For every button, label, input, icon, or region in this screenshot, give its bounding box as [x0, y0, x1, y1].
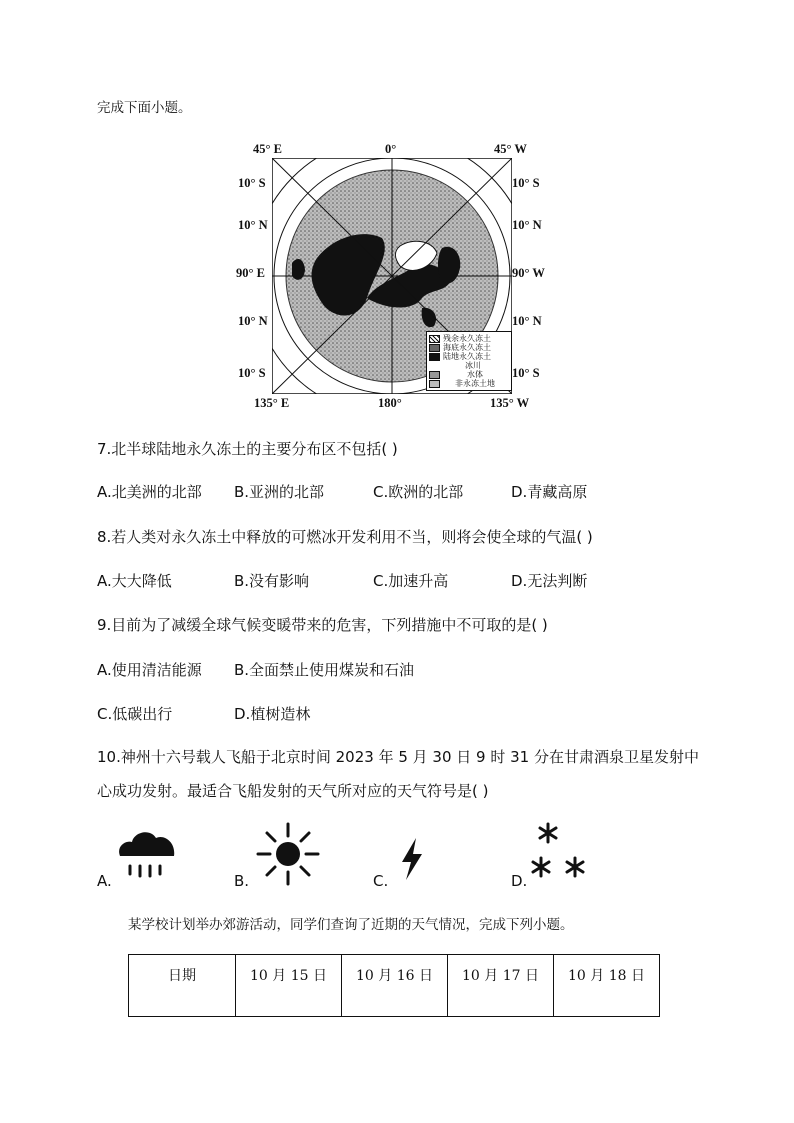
question-10-option-b[interactable]: B. — [234, 872, 250, 890]
snow-icon — [528, 820, 590, 882]
question-9-stem: 9.目前为了减缓全球气候变暖带来的危害，下列措施中不可取的是( ) — [97, 616, 548, 634]
table-header-cell: 10 月 15 日 — [236, 955, 342, 1017]
map-label-left-2: 10° N — [238, 218, 268, 232]
legend-label: 非永冻土地 — [455, 379, 495, 388]
legend-label: 陆地永久冻土 — [443, 352, 491, 361]
legend-item — [429, 379, 495, 388]
question-10-option-c[interactable]: C. — [373, 872, 389, 890]
legend-label: 冰川 — [465, 361, 481, 370]
legend-swatch — [429, 344, 440, 352]
table-header-cell: 10 月 18 日 — [554, 955, 660, 1017]
question-10-stem-line-1: 10.神州十六号载人飞船于北京时间 2023 年 5 月 30 日 9 时 31 分在甘肃酒泉卫星发射中 — [97, 748, 699, 766]
question-7-option-d[interactable]: D.青藏高原 — [511, 483, 588, 501]
map-label-right-1: 10° S — [512, 176, 540, 190]
intro-text: 完成下面小题。 — [97, 100, 192, 116]
question-9-option-b[interactable]: B.全面禁止使用煤炭和石油 — [234, 661, 415, 679]
question-7-option-c[interactable]: C.欧洲的北部 — [373, 483, 464, 501]
sun-icon — [256, 822, 320, 886]
question-9-option-d[interactable]: D.植树造林 — [234, 705, 311, 723]
legend-label: 水体 — [467, 370, 483, 379]
map-label-bottom-left: 135° E — [254, 396, 290, 410]
question-10-option-d[interactable]: D. — [511, 872, 528, 890]
map-label-left-1: 10° S — [238, 176, 266, 190]
question-10-option-a[interactable]: A. — [97, 872, 112, 890]
map-label-top-right: 45° W — [494, 142, 527, 156]
question-8-stem: 8.若人类对永久冻土中释放的可燃冰开发利用不当，则将会使全球的气温( ) — [97, 528, 593, 546]
legend-label: 海底永久冻土 — [443, 343, 491, 352]
legend-label: 残余永久冻土 — [443, 334, 491, 343]
map-label-right-4: 10° N — [512, 314, 542, 328]
question-9-option-a[interactable]: A.使用清洁能源 — [97, 661, 202, 679]
map-label-top-center: 0° — [385, 142, 397, 156]
question-7-option-b[interactable]: B.亚洲的北部 — [234, 483, 325, 501]
rain-cloud-icon — [116, 826, 178, 882]
question-7-option-a[interactable]: A.北美洲的北部 — [97, 483, 202, 501]
lightning-icon — [398, 836, 426, 882]
weather-table — [128, 954, 660, 1017]
map-label-left-5: 10° S — [238, 366, 266, 380]
map-label-bottom-center: 180° — [378, 396, 402, 410]
legend-swatch — [429, 335, 440, 343]
legend-item — [429, 343, 491, 352]
map-label-right-5: 10° S — [512, 366, 540, 380]
map-label-bottom-right: 135° W — [490, 396, 530, 410]
map-label-left-4: 10° N — [238, 314, 268, 328]
table-header-cell: 10 月 17 日 — [448, 955, 554, 1017]
legend-swatch — [429, 353, 440, 361]
table-header-cell: 日期 — [129, 955, 236, 1017]
question-7-stem: 7.北半球陆地永久冻土的主要分布区不包括( ) — [97, 440, 398, 458]
passage-text: 某学校计划举办郊游活动，同学们查询了近期的天气情况，完成下列小题。 — [128, 917, 574, 933]
table-header-cell: 10 月 16 日 — [342, 955, 448, 1017]
question-8-option-c[interactable]: C.加速升高 — [373, 572, 449, 590]
legend-swatch — [429, 380, 440, 388]
map-legend — [426, 331, 512, 391]
map-label-top-left: 45° E — [253, 142, 282, 156]
legend-item — [465, 361, 481, 370]
question-9-option-c[interactable]: C.低碳出行 — [97, 705, 173, 723]
question-10-stem-line-2: 心成功发射。最适合飞船发射的天气所对应的天气符号是( ) — [97, 782, 489, 800]
legend-item — [429, 334, 491, 343]
table-row — [129, 955, 660, 1017]
question-8-option-b[interactable]: B.没有影响 — [234, 572, 310, 590]
map-label-left-3: 90° E — [236, 266, 265, 280]
question-8-option-d[interactable]: D.无法判断 — [511, 572, 588, 590]
legend-item — [429, 352, 491, 361]
legend-item — [429, 370, 483, 379]
map-label-right-3: 90° W — [512, 266, 545, 280]
question-8-option-a[interactable]: A.大大降低 — [97, 572, 172, 590]
map-label-right-2: 10° N — [512, 218, 542, 232]
legend-swatch — [429, 371, 440, 379]
